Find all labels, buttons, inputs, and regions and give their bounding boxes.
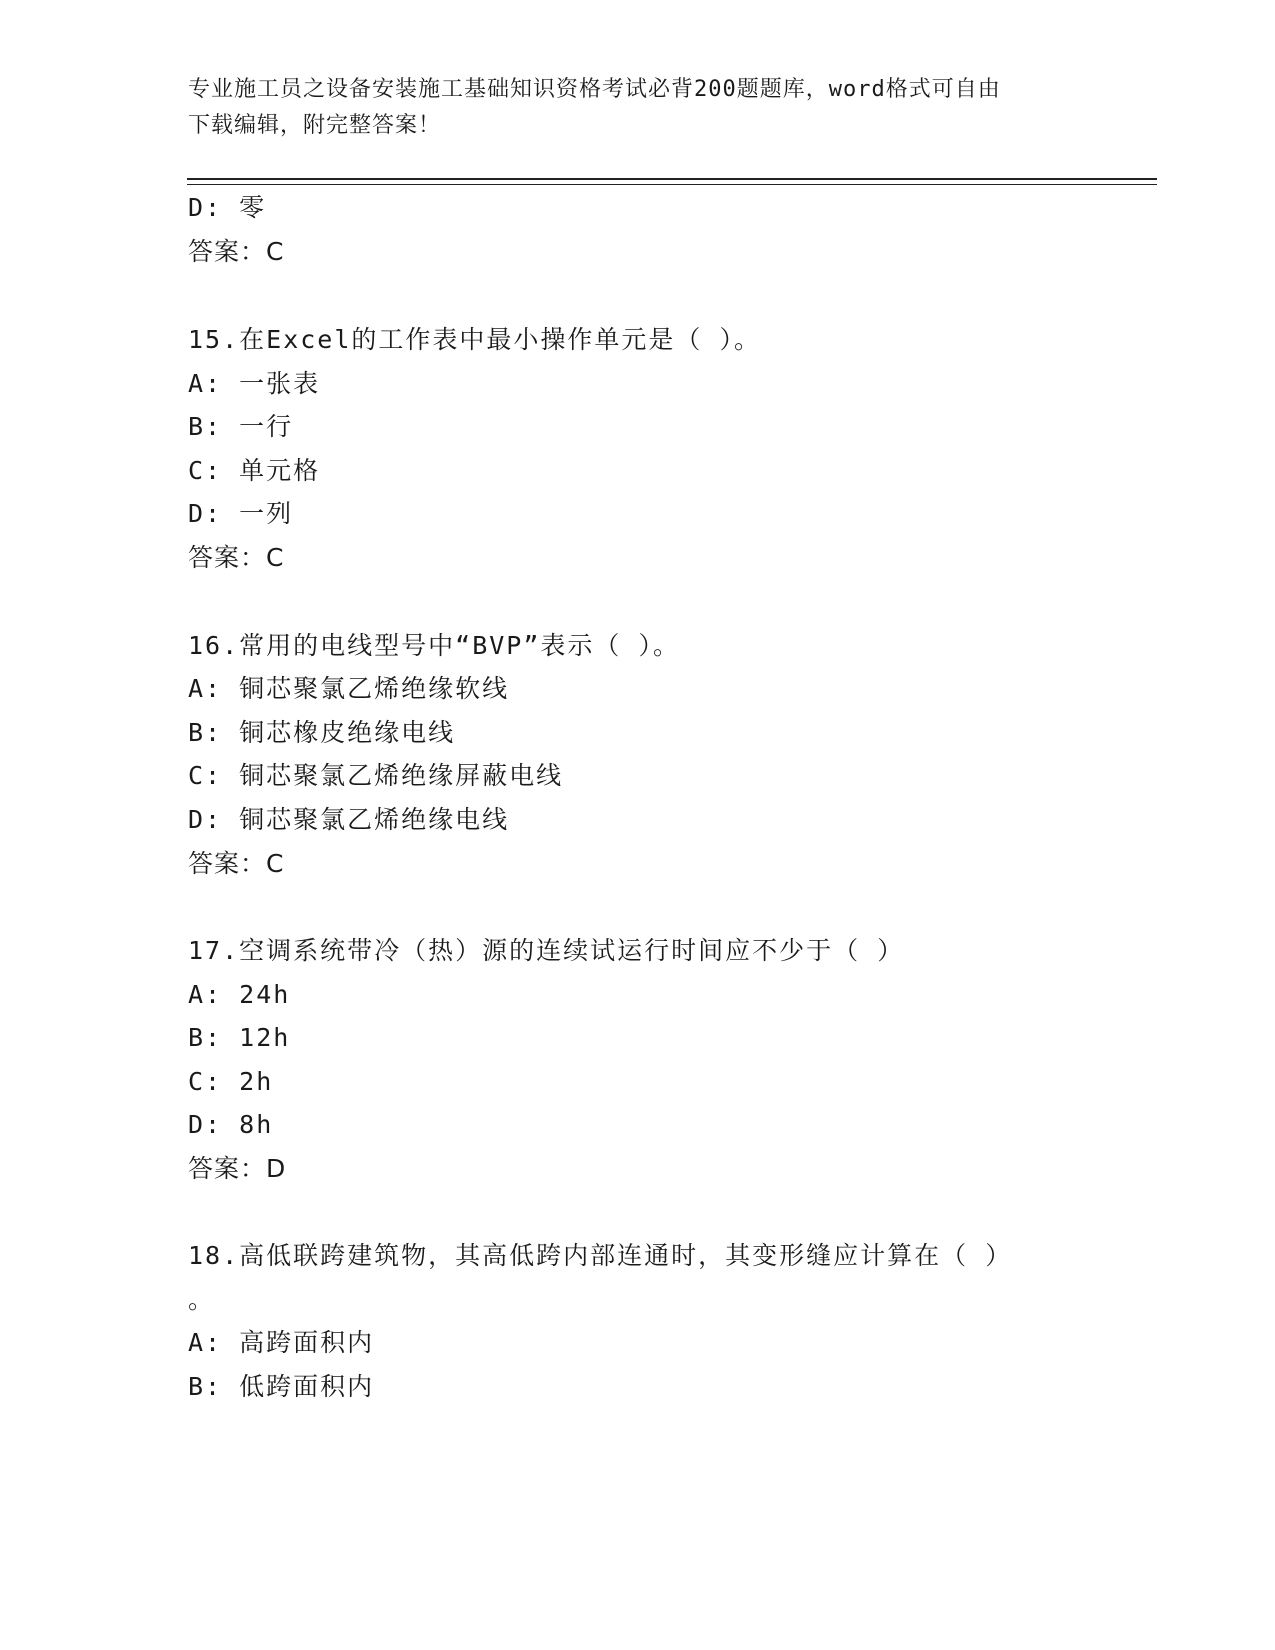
header-divider-thin	[187, 184, 1157, 185]
option-line: D: 8h	[188, 1110, 274, 1139]
option-line: D: 零	[188, 193, 267, 222]
header-title-line-2: 下载编辑，附完整答案！	[188, 113, 442, 138]
option-line: D: 一列	[188, 499, 294, 528]
option-line: A: 一张表	[188, 369, 321, 398]
question-line: 18.高低联跨建筑物，其高低跨内部连通时，其变形缝应计算在（ ）	[188, 1241, 1013, 1270]
option-line: C: 铜芯聚氯乙烯绝缘屏蔽电线	[188, 761, 564, 790]
question-line: 15.在Excel的工作表中最小操作单元是（ ）。	[188, 325, 761, 354]
question-line: 16.常用的电线型号中“BVP”表示（ ）。	[188, 631, 680, 660]
answer-line: 答案：C	[188, 849, 285, 878]
document-header	[188, 72, 1068, 144]
option-line: D: 铜芯聚氯乙烯绝缘电线	[188, 805, 510, 834]
answer-line: 答案：C	[188, 237, 285, 266]
option-line: C: 2h	[188, 1067, 274, 1096]
header-divider-thick	[187, 178, 1157, 180]
question-line: 17.空调系统带冷（热）源的连续试运行时间应不少于（ ）	[188, 936, 905, 965]
option-line: C: 单元格	[188, 456, 321, 485]
option-line: B: 一行	[188, 412, 294, 441]
option-line: A: 铜芯聚氯乙烯绝缘软线	[188, 674, 510, 703]
option-line: B: 低跨面积内	[188, 1372, 375, 1401]
answer-line: 答案：C	[188, 543, 285, 572]
option-line: A: 24h	[188, 980, 291, 1009]
option-line: A: 高跨面积内	[188, 1328, 375, 1357]
answer-line: 答案：D	[188, 1154, 287, 1183]
header-title-line-1: 专业施工员之设备安装施工基础知识资格考试必背200题题库，word格式可自由	[188, 77, 1001, 102]
option-line: B: 铜芯橡皮绝缘电线	[188, 718, 456, 747]
option-line: B: 12h	[188, 1023, 291, 1052]
question-continuation: 。	[188, 1285, 216, 1314]
